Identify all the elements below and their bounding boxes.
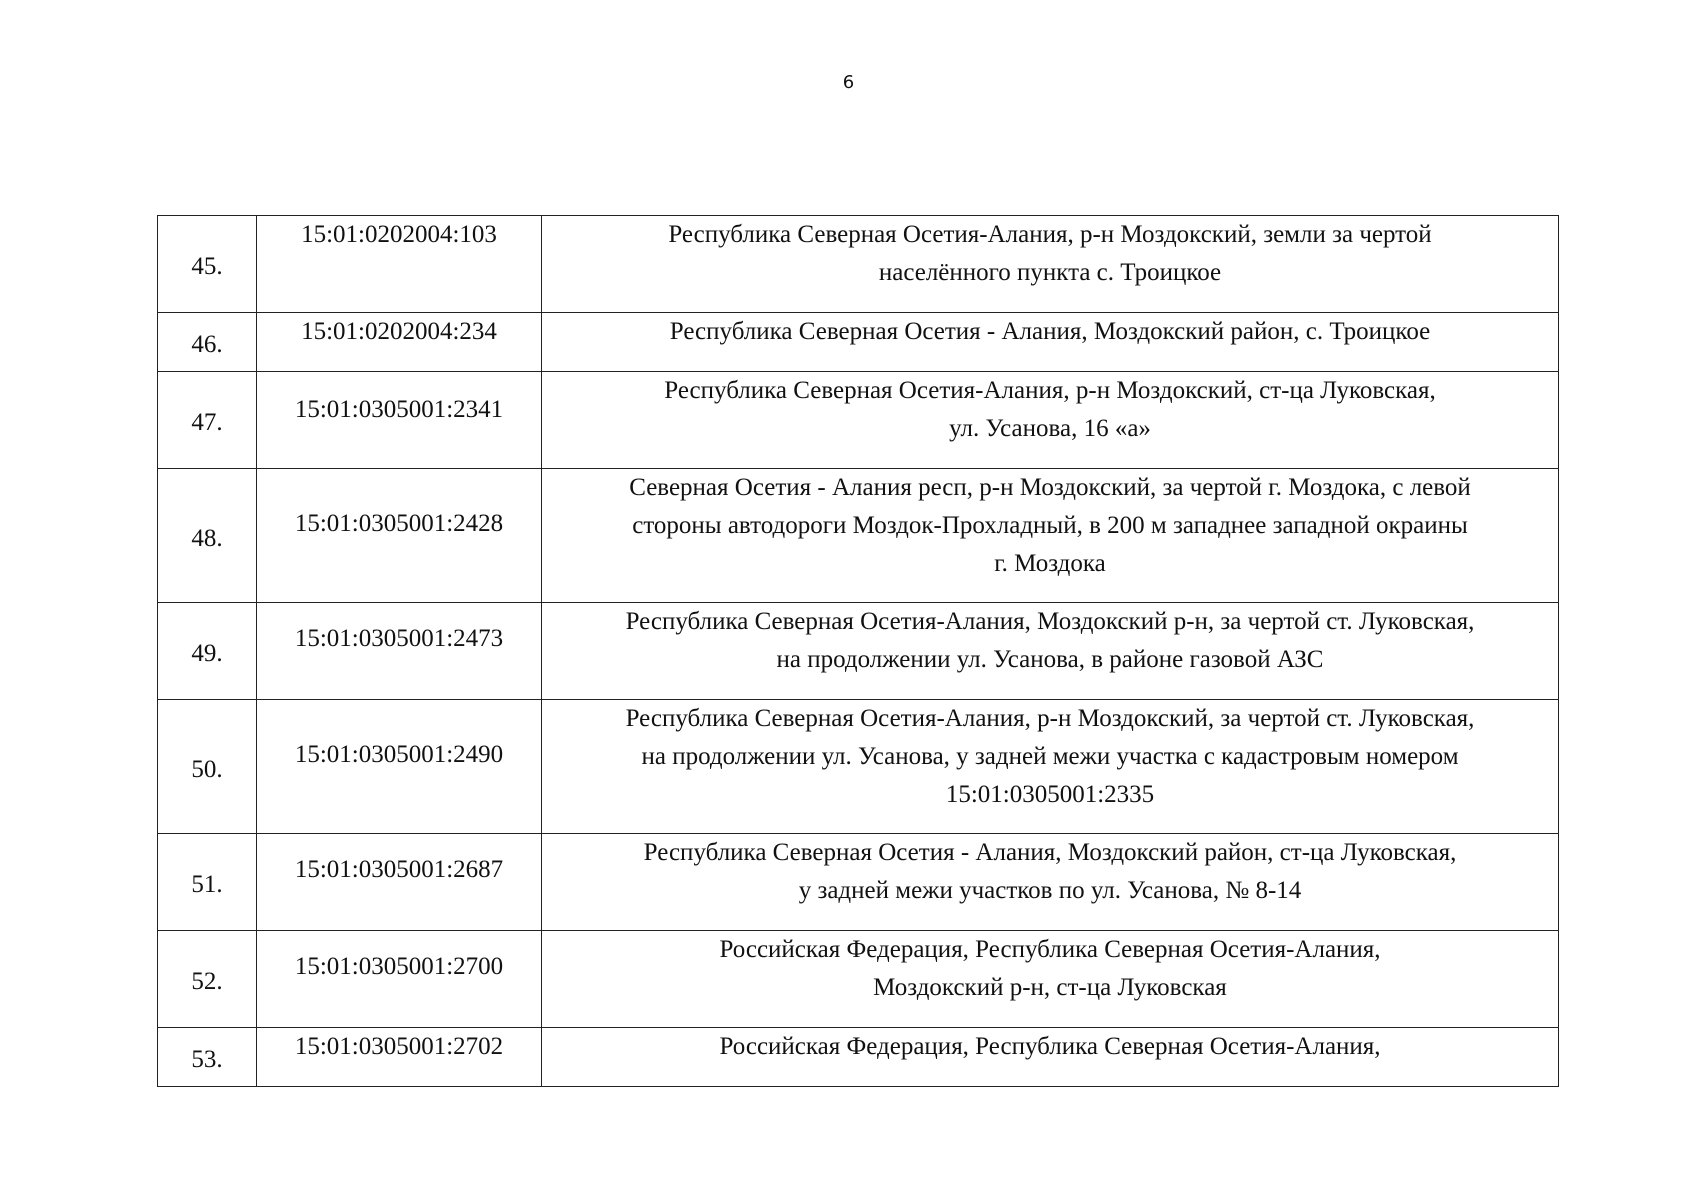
cadastral-number: 15:01:0305001:2687 — [294, 856, 504, 883]
row-number-cell — [158, 1028, 257, 1087]
cadastral-number-cell — [257, 1028, 542, 1087]
cadastral-number-cell — [257, 372, 542, 469]
address-cell — [542, 603, 1559, 700]
address-line: стороны автодороги Моздок-Прохладный, в 200 м западнее западной окраины — [632, 512, 1468, 539]
address-cell — [542, 834, 1559, 931]
address-line: Российская Федерация, Республика Северная Осетия-Алания, — [719, 936, 1381, 963]
address-cell — [542, 1028, 1559, 1087]
address-cell — [542, 313, 1559, 372]
cadastral-number-cell — [257, 469, 542, 603]
table-row — [158, 216, 1559, 313]
address-cell — [542, 216, 1559, 313]
cadastral-number-cell — [257, 313, 542, 372]
address-line: на продолжении ул. Усанова, в районе газовой АЗС — [776, 646, 1324, 673]
parcel-table-body — [158, 216, 1559, 1087]
cadastral-number: 15:01:0305001:2490 — [294, 741, 504, 768]
address-line: Республика Северная Осетия-Алания, Моздокский р-н, за чертой ст. Луковская, — [625, 608, 1475, 635]
row-number-cell — [158, 216, 257, 313]
table-row — [158, 700, 1559, 834]
cadastral-number: 15:01:0305001:2341 — [294, 396, 504, 423]
address-line: у задней межи участков по ул. Усанова, № 8-14 — [798, 877, 1302, 904]
row-number: 51. — [191, 871, 223, 898]
address-line: на продолжении ул. Усанова, у задней межи участка с кадастровым номером — [641, 743, 1459, 770]
address-cell — [542, 372, 1559, 469]
row-number: 52. — [191, 968, 223, 995]
address-line: ул. Усанова, 16 «а» — [949, 415, 1151, 442]
cadastral-number-cell — [257, 603, 542, 700]
address-line: Российская Федерация, Республика Северная Осетия-Алания, — [719, 1033, 1381, 1060]
address-line: Республика Северная Осетия-Алания, р-н Моздокский, за чертой ст. Луковская, — [625, 705, 1475, 732]
table-row — [158, 931, 1559, 1028]
cadastral-number-cell — [257, 931, 542, 1028]
address-cell — [542, 931, 1559, 1028]
cadastral-number: 15:01:0305001:2702 — [294, 1033, 504, 1060]
row-number: 48. — [191, 524, 223, 552]
row-number-cell — [158, 603, 257, 700]
address-line: Северная Осетия - Алания респ, р-н Моздокский, за чертой г. Моздока, с левой — [629, 474, 1471, 501]
row-number-cell — [158, 931, 257, 1028]
cadastral-number-cell — [257, 700, 542, 834]
cadastral-number-cell — [257, 216, 542, 313]
table-row — [158, 603, 1559, 700]
cadastral-number: 15:01:0202004:103 — [301, 221, 497, 248]
cadastral-number: 15:01:0305001:2428 — [294, 510, 504, 537]
page-number: 6 — [842, 72, 855, 93]
row-number-cell — [158, 313, 257, 372]
table-row — [158, 469, 1559, 603]
row-number: 53. — [191, 1046, 223, 1073]
parcel-table — [157, 215, 1559, 1087]
address-cell — [542, 469, 1559, 603]
row-number: 46. — [191, 331, 223, 358]
cadastral-number: 15:01:0305001:2700 — [294, 953, 504, 980]
cadastral-number: 15:01:0305001:2473 — [294, 625, 504, 652]
cadastral-number-cell — [257, 834, 542, 931]
row-number: 50. — [191, 755, 223, 783]
row-number-cell — [158, 469, 257, 603]
table-row — [158, 313, 1559, 372]
row-number-cell — [158, 700, 257, 834]
address-line: Моздокский р-н, ст-ца Луковская — [873, 974, 1227, 1001]
row-number: 49. — [191, 640, 223, 667]
address-cell — [542, 700, 1559, 834]
address-line: населённого пункта с. Троицкое — [878, 259, 1222, 286]
address-line: 15:01:0305001:2335 — [945, 781, 1155, 808]
row-number-cell — [158, 834, 257, 931]
row-number: 47. — [191, 409, 223, 436]
address-line: Республика Северная Осетия - Алания, Моздокский район, с. Троицкое — [669, 318, 1431, 345]
row-number: 45. — [191, 253, 223, 280]
address-line: Республика Северная Осетия-Алания, р-н Моздокский, земли за чертой — [668, 221, 1432, 248]
address-line: Республика Северная Осетия - Алания, Моздокский район, ст-ца Луковская, — [643, 839, 1457, 866]
address-line: Республика Северная Осетия-Алания, р-н Моздокский, ст-ца Луковская, — [664, 377, 1436, 404]
table-row — [158, 1028, 1559, 1087]
table-row — [158, 372, 1559, 469]
table-row — [158, 834, 1559, 931]
row-number-cell — [158, 372, 257, 469]
cadastral-number: 15:01:0202004:234 — [301, 318, 497, 345]
address-line: г. Моздока — [994, 550, 1106, 577]
